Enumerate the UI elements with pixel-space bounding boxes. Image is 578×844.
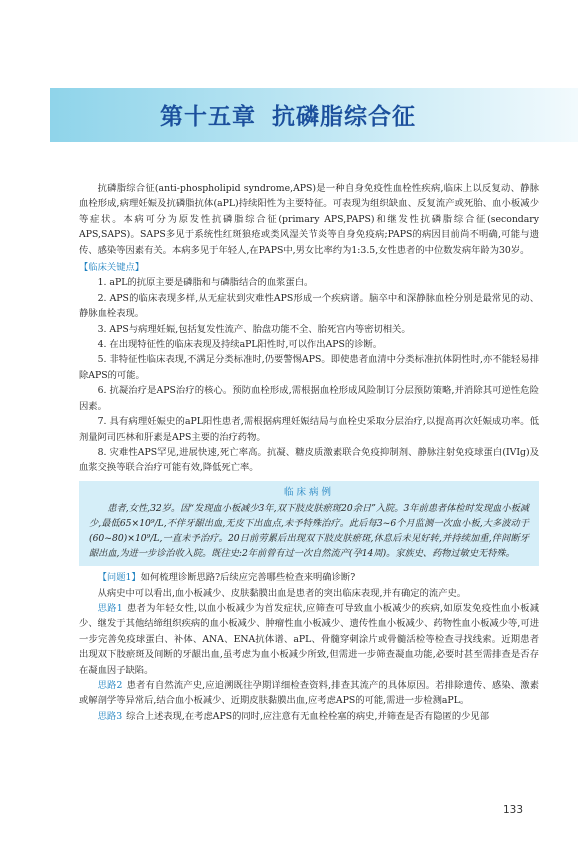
key-point-1: 1. aPL的抗原主要是磷脂和与磷脂结合的血浆蛋白。 <box>97 277 314 289</box>
intro-paragraph: 抗磷脂综合征(anti-phospholipid syndrome,APS)是一种自身免疫性血栓性疾病,临床上以反复动、静脉血栓形成,病理妊娠及抗磷脂抗体(aPL)持续阳性为主要特征。可表现为组织缺血、反复流产或死胎、血小板减少等症状。本病可分为原发性抗磷脂综合征(primary APS,PAPS)和继发性抗磷脂综合征(secondary APS,SAPS)。SAPS多见于系统性红斑狼疮或类风湿关节炎等自身免疫病;PAPS的病因目前尚不明确,可能与遗传、感染等因素有关。本病多见于年轻人,在PAPS中,男女比率约为1:3.5,女性患者的中位数发病年龄为30岁。 <box>79 183 539 256</box>
key-point-3: 3. APS与病理妊娠,包括复发性流产、胎盘功能不全、胎死宫内等密切相关。 <box>97 323 411 335</box>
chapter-title: 抗磷脂综合征 <box>272 104 416 130</box>
key-point-5: 5. 非特征性临床表现,不满足分类标准时,仍要警惕APS。即使患者血清中分类标准抗体阴性时,亦不能轻易排除APS的可能。 <box>79 354 539 381</box>
clinical-case-box <box>79 481 539 566</box>
page-content <box>79 181 539 724</box>
key-point-8: 8. 灾难性APS罕见,进展快速,死亡率高。抗凝、糖皮质激素联合免疫抑制剂、静脉注射免疫球蛋白(IVIg)及血浆交换等联合治疗可能有效,降低死亡率。 <box>79 446 539 474</box>
chapter-number: 第十五章 <box>160 104 256 130</box>
thought-2 <box>79 678 539 709</box>
key-point-6: 6. 抗凝治疗是APS治疗的核心。预防血栓形成,需根据血栓形成风险制订分层预防策略,并消除其可逆性危险因素。 <box>79 385 539 412</box>
thought-3-text: 综合上述表现,在考虑APS的同时,应注意有无血栓栓塞的病史,并筛查是否有隐匿的少见部 <box>126 710 490 722</box>
thought-1 <box>79 601 539 678</box>
thought-3-label: 思路3 <box>97 710 123 722</box>
page-number: 133 <box>503 804 524 816</box>
key-point-2: 2. APS的临床表现多样,从无症状到灾难性APS形成一个疾病谱。脑卒中和深静脉血栓分别是最常见的动、静脉血栓表现。 <box>79 292 539 320</box>
question-1-tag: 【问题1】 <box>97 572 141 584</box>
question-1-answer: 从病史中可以看出,血小板减少、皮肤黏膜出血是患者的突出临床表现,并有确定的流产史。 <box>97 587 467 599</box>
question-1-text: 如何梳理诊断思路?后续应完善哪些检查来明确诊断? <box>140 572 356 584</box>
thought-2-label: 思路2 <box>97 679 123 691</box>
key-point-4: 4. 在出现特征性的临床表现及持续aPL阳性时,可以作出APS的诊断。 <box>97 339 383 351</box>
key-point-7: 7. 具有病理妊娠史的aPL阳性患者,需根据病理妊娠结局与血栓史采取分层治疗,以提高再次妊娠成功率。低剂量阿司匹林和肝素是APS主要的治疗药物。 <box>79 416 539 443</box>
clinical-case-text: 患者,女性,32岁。因“发现血小板减少3年,双下肢皮肤瘀斑20余日”入院。3年前患者体检时发现血小板减少,最低65×10⁹/L,不伴牙龈出血,无皮下出血点,未予特殊治疗。此后每3~6个月监测一次血小板,大多波动于(60~80)×10⁹/L,一直未予治疗。20日前劳累后出现双下肢皮肤瘀斑,休息后未见好转,并持续加重,伴间断牙龈出血,为进一步诊治收入院。既往史:2年前曾有过一次自然流产(孕14周)。家族史、药物过敏史无特殊。 <box>89 503 529 560</box>
key-points-heading: 【临床关键点】 <box>79 262 145 274</box>
thought-1-label: 思路1 <box>97 602 123 614</box>
clinical-case-title: 临床病例 <box>283 486 334 498</box>
chapter-heading <box>160 98 416 131</box>
thought-3 <box>79 709 539 724</box>
thought-1-text: 患者为年轻女性,以血小板减少为首发症状,应筛查可导致血小板减少的疾病,如原发免疫性血小板减少、继发于其他结缔组织疾病的血小板减少、肿瘤性血小板减少、遗传性血小板减少、药物性血小板减少等,可进一步完善免疫球蛋白、补体、ANA、ENA抗体谱、aPL、骨髓穿刺涂片或骨髓活检等检查寻找线索。近期患者出现双下肢瘀斑及间断的牙龈出血,虽考虑为血小板减少所致,但需进一步筛查凝血功能,必要时甚至需排查是否存在凝血因子缺陷。 <box>79 602 539 676</box>
question-1 <box>79 570 539 585</box>
thought-2-text: 患者有自然流产史,应追溯既往孕期详细检查资料,排查其流产的具体原因。若排除遗传、感染、激素或解剖学等异常后,结合血小板减少、近期皮肤黏膜出血,应考虑APS的可能,需进一步检测aPL。 <box>79 679 539 707</box>
